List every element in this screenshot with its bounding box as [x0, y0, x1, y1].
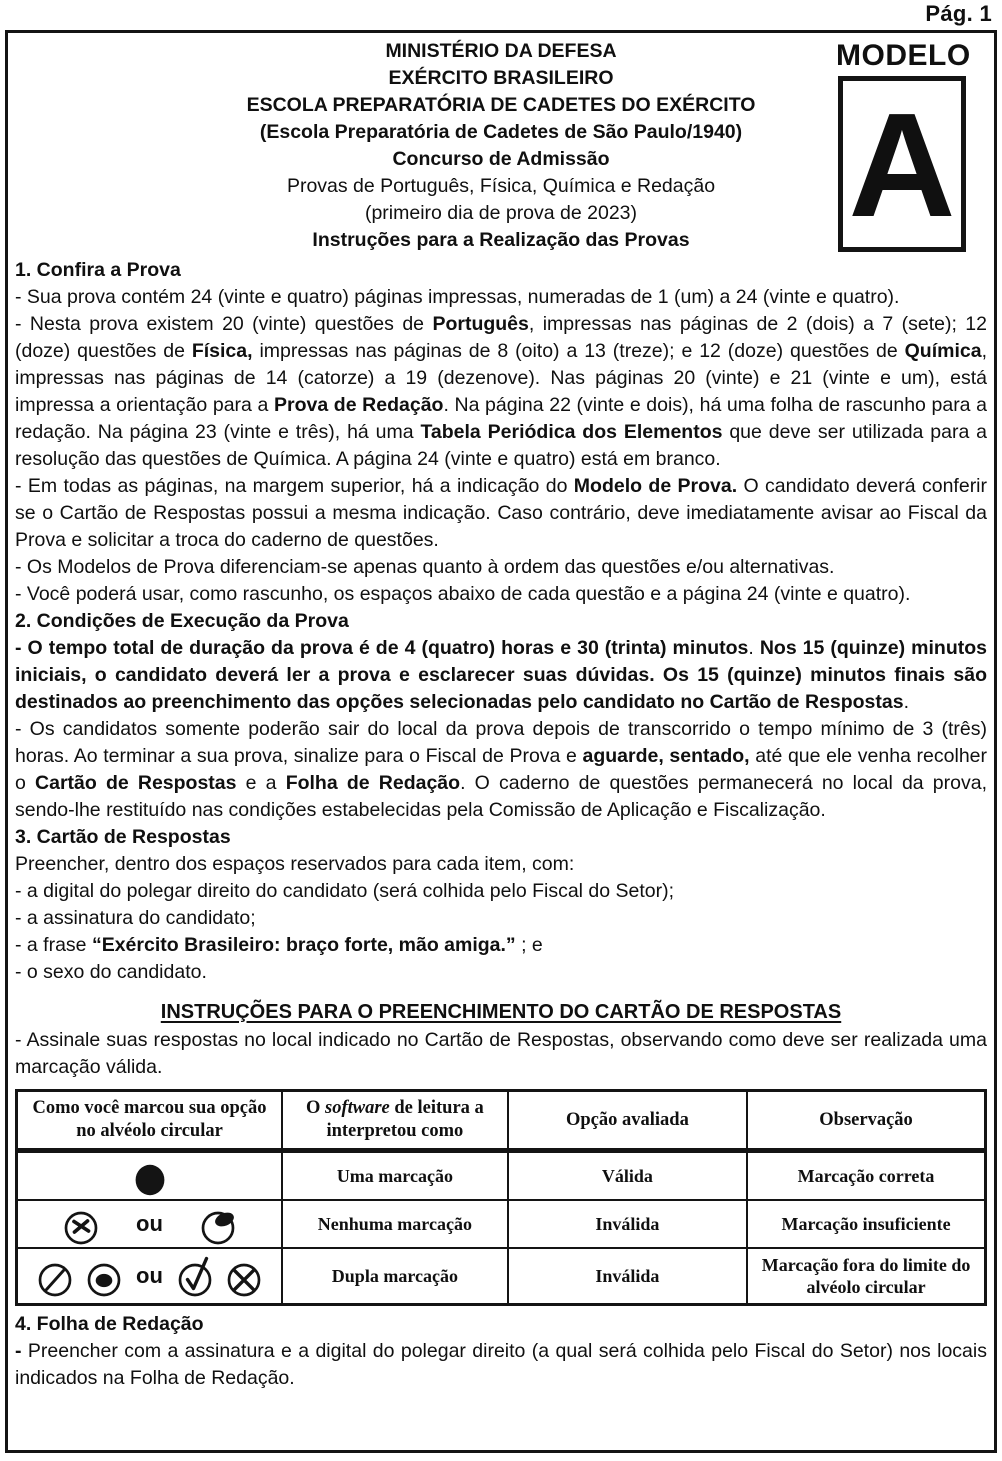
text-run: Cartão de Respostas	[35, 772, 237, 794]
filled-circle-icon	[133, 1155, 167, 1197]
modelo-letter-box	[838, 76, 966, 252]
table-header-cell	[747, 1091, 985, 1151]
circle-dot-icon	[87, 1255, 121, 1297]
redacao-section	[15, 1311, 987, 1392]
text-run: 2. Condições de Execução da Prova	[15, 610, 349, 632]
text-run: Português	[432, 313, 529, 335]
text-run: .	[903, 691, 909, 713]
text-run: - O tempo total de duração da prova é de 4 (quatro) horas e 30 (trinta) minutos	[15, 637, 749, 659]
paragraph	[15, 284, 987, 311]
header-line: Concurso de Admissão	[392, 148, 610, 170]
modelo-label: MODELO	[836, 39, 971, 72]
marking-table-header-row	[17, 1091, 986, 1151]
observation-cell: Marcação insuficiente	[747, 1200, 985, 1248]
mark-examples	[24, 1155, 275, 1197]
mark-cell	[17, 1151, 283, 1201]
text-run: Prova de Redação	[273, 394, 444, 416]
text-run: Modelo de Prova.	[573, 475, 738, 497]
text-run: até que ele venha recolher o	[15, 745, 987, 794]
text-run: “Exército Brasileiro: braço forte, mão amiga.”	[91, 934, 516, 956]
instructions-body	[15, 257, 987, 1081]
paragraph	[15, 905, 987, 932]
text-run: - Os candidatos somente poderão sair do local da prova depois de transcorrido o tempo mínimo de 3 (três) horas. Ao terminar a sua prova, sinalize para o Fiscal de Prova e	[15, 718, 987, 767]
paragraph	[15, 1027, 987, 1081]
text-run: aguarde, sentado,	[582, 745, 750, 767]
circle-partial-fill-icon	[201, 1203, 235, 1245]
section-heading	[15, 824, 987, 851]
modelo-letter: A	[848, 83, 956, 248]
table-row	[17, 1151, 986, 1201]
header-line: ESCOLA PREPARATÓRIA DE CADETES DO EXÉRCITO	[246, 94, 756, 116]
text-run: 3. Cartão de Respostas	[15, 826, 231, 848]
section-heading	[15, 257, 987, 284]
text-run: - Assinale suas respostas no local indicado no Cartão de Respostas, observando como deve ser realizada uma marcação válida.	[15, 1029, 987, 1078]
circle-check-icon	[178, 1255, 212, 1297]
text-run: 4. Folha de Redação	[15, 1312, 204, 1335]
evaluation-cell: Inválida	[508, 1200, 747, 1248]
paragraph	[15, 932, 987, 959]
circle-cross-icon	[227, 1255, 261, 1297]
mark-examples	[24, 1203, 275, 1245]
text-run: de leitura a interpretou como	[326, 1098, 484, 1141]
text-run: impressas nas páginas de 8 (oito) a 13 (treze); e 12 (doze) questões de	[252, 340, 905, 362]
ou-label: ou	[136, 1211, 163, 1236]
text-run: 1. Confira a Prova	[15, 259, 181, 281]
section-heading	[15, 608, 987, 635]
observation-cell: Marcação fora do limite do alvéolo circular	[747, 1248, 985, 1304]
table-header-cell	[508, 1091, 747, 1151]
header-line: EXÉRCITO BRASILEIRO	[388, 67, 614, 89]
modelo-badge	[836, 39, 971, 252]
text-run: - a assinatura do candidato;	[15, 907, 256, 929]
text-run: Preencher, dentro dos espaços reservados para cada item, com:	[15, 853, 575, 875]
section-heading	[15, 1311, 987, 1338]
text-run: .	[748, 637, 760, 659]
text-run: Física,	[191, 340, 253, 362]
text-run: Nos 15 (quinze) minutos iniciais, o candidato deverá ler a prova e esclarecer suas dúvidas. Os 15 (quinze) minutos finais são destinados ao preenchimento das opções selecionadas pelo candidato no Cartão de Respostas	[15, 637, 987, 713]
table-header-cell	[282, 1091, 508, 1151]
page-number: Pág. 1	[925, 1, 992, 26]
text-run: ; e	[515, 934, 543, 956]
text-run: - a digital do polegar direito do candidato (será colhida pelo Fiscal do Setor);	[15, 880, 675, 902]
text-run: Opção avaliada	[566, 1109, 689, 1130]
interpretation-cell: Dupla marcação	[282, 1248, 508, 1304]
text-run: Folha de Redação	[285, 772, 461, 794]
ou-label: ou	[136, 1262, 163, 1288]
circle-small-x-icon	[64, 1203, 98, 1245]
text-run: e a	[236, 772, 286, 794]
text-run: - o sexo do candidato.	[15, 961, 207, 983]
paragraph	[15, 473, 987, 554]
header-line: MINISTÉRIO DA DEFESA	[385, 40, 617, 62]
text-run: - a frase	[15, 934, 92, 956]
header-line: (Escola Preparatória de Cadetes de São Paulo/1940)	[259, 121, 743, 143]
table-header-cell	[17, 1091, 283, 1151]
text-run: . O caderno de questões permanecerá no local da prova, sendo-lhe restituído nas condições estabelecidas pela Comissão de Aplicação e Fiscalização.	[15, 772, 988, 821]
paragraph	[15, 851, 987, 878]
text-run: O	[305, 1098, 325, 1118]
mark-cell	[17, 1248, 283, 1304]
text-run: INSTRUÇÕES PARA O PREENCHIMENTO DO CARTÃO DE RESPOSTAS	[160, 1001, 842, 1023]
text-run: - Sua prova contém 24 (vinte e quatro) páginas impressas, numeradas de 1 (um) a 24 (vinte e quatro).	[15, 286, 900, 308]
paragraph	[15, 716, 987, 824]
text-run: , impressas nas páginas de 14 (catorze) a 19 (dezenove). Nas páginas 20 (vinte) e 21 (vinte e um), está impressa a orientação para a	[15, 340, 987, 416]
header-line: Instruções para a Realização das Provas	[312, 229, 690, 251]
text-run: , impressas nas páginas de 2 (dois) a 7 (sete); 12 (doze) questões de	[15, 313, 987, 362]
paragraph	[15, 311, 987, 473]
text-run: Observação	[819, 1109, 913, 1130]
text-run: . Na página 22 (vinte e dois), há uma folha de rascunho para a redação. Na página 23 (vinte e três), há uma	[15, 394, 987, 443]
table-row	[17, 1200, 986, 1248]
paragraph	[15, 581, 987, 608]
text-run: - Nesta prova existem 20 (vinte) questões de	[15, 313, 433, 335]
paragraph	[15, 959, 987, 986]
text-run: que deve ser utilizada para a resolução das questões de Química. A página 24 (vinte e quatro) está em branco.	[15, 421, 988, 470]
text-run: - Você poderá usar, como rascunho, os espaços abaixo de cada questão e a página 24 (vinte e quatro).	[15, 583, 911, 605]
evaluation-cell: Válida	[508, 1151, 747, 1201]
text-run: - Os Modelos de Prova diferenciam-se apenas quanto à ordem das questões e/ou alternativas.	[15, 556, 835, 578]
mark-cell	[17, 1200, 283, 1248]
text-run: Tabela Periódica dos Elementos	[420, 421, 723, 443]
paragraph	[15, 554, 987, 581]
evaluation-cell: Inválida	[508, 1248, 747, 1304]
observation-cell: Marcação correta	[747, 1151, 985, 1201]
paragraph	[15, 635, 987, 716]
table-row	[17, 1248, 986, 1304]
text-run: Como você marcou sua opção no alvéolo circular	[32, 1098, 267, 1141]
text-run: Preencher com a assinatura e a digital do polegar direito (a qual será colhida pelo Fiscal do Setor) nos locais indicados na Folha de Redação.	[15, 1339, 987, 1389]
text-run: -	[15, 1339, 28, 1362]
mark-examples	[24, 1255, 275, 1297]
text-run: software	[325, 1098, 390, 1118]
paragraph	[15, 1338, 987, 1392]
header-line: Provas de Português, Física, Química e Redação	[286, 175, 716, 197]
interpretation-cell: Nenhuma marcação	[282, 1200, 508, 1248]
header-line: (primeiro dia de prova de 2023)	[364, 202, 638, 224]
interpretation-cell: Uma marcação	[282, 1151, 508, 1201]
fill-instructions-title	[15, 999, 987, 1026]
paragraph	[15, 878, 987, 905]
text-run: O candidato deverá conferir se o Cartão de Respostas possui a mesma indicação. Caso contrário, deve imediatamente avisar ao Fiscal da Prova e solicitar a troca do caderno de questões.	[15, 475, 988, 551]
marking-table	[15, 1089, 987, 1306]
text-run: - Em todas as páginas, na margem superior, há a indicação do	[15, 475, 574, 497]
circle-slash-icon	[38, 1255, 72, 1297]
text-run: Química	[904, 340, 982, 362]
